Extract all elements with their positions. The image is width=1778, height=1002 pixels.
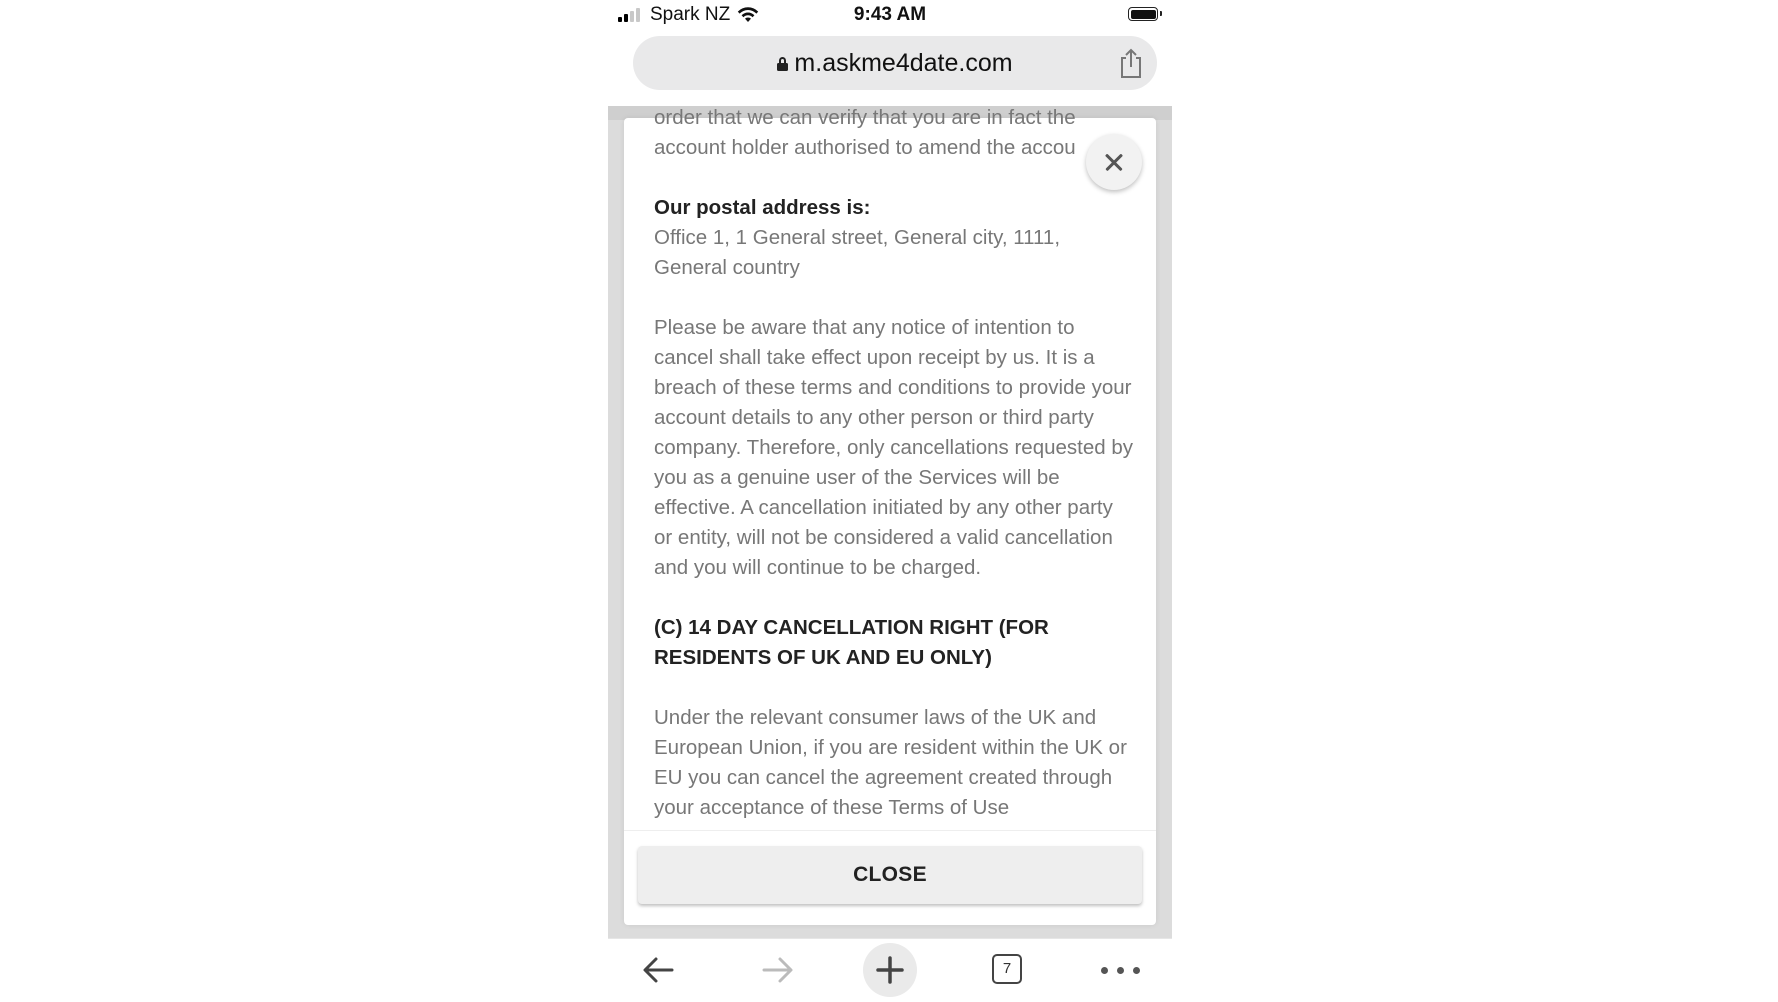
back-arrow-icon[interactable] <box>636 947 682 993</box>
terms-modal <box>624 106 1156 925</box>
tabs-button[interactable] <box>985 947 1031 993</box>
phone-screen <box>608 0 1172 1000</box>
partial-paragraph: order that we can verify that you are in fact the account holder authorised to amend the accou <box>654 106 1076 159</box>
share-icon[interactable] <box>1116 47 1146 79</box>
address-bar[interactable] <box>633 36 1157 90</box>
carrier-name: Spark NZ <box>650 4 731 25</box>
terms-scroll-area[interactable] <box>654 106 1144 828</box>
forward-arrow-icon[interactable] <box>754 947 800 993</box>
lock-icon <box>777 57 788 70</box>
cancel-notice: Please be aware that any notice of intention to cancel shall take effect upon receipt by us. It is a breach of these terms and conditions to provide your account details to any other person or third party company. Therefore, only cancellations requested by you as a genuine user of the Services will be effective. A cancellation initiated by any other party or entity, will not be considered a valid cancellation and you will continue to be charged. <box>654 316 1133 579</box>
plus-icon <box>863 943 917 997</box>
section-c-text: Under the relevant consumer laws of the UK and European Union, if you are resident within the UK or EU you can cancel the agreement created through your acceptance of these Terms of Use <box>654 706 1127 819</box>
new-tab-button[interactable] <box>863 943 917 997</box>
postal-address: Office 1, 1 General street, General city, 1111, General country <box>654 226 1061 279</box>
status-time: 9:43 AM <box>853 4 927 25</box>
more-icon[interactable] <box>1098 947 1144 993</box>
url-text: m.askme4date.com <box>794 49 1013 77</box>
close-button[interactable]: CLOSE <box>638 846 1142 904</box>
status-bar <box>608 0 1172 30</box>
browser-toolbar <box>608 938 1172 1001</box>
postal-heading: Our postal address is: <box>654 196 871 219</box>
section-c-heading: (C) 14 DAY CANCELLATION RIGHT (FOR RESIDENTS OF UK AND EU ONLY) <box>654 616 1049 669</box>
tab-count: 7 <box>992 954 1022 984</box>
battery-icon <box>1128 7 1158 21</box>
close-icon[interactable] <box>1086 134 1142 190</box>
url-display[interactable] <box>633 49 1157 78</box>
